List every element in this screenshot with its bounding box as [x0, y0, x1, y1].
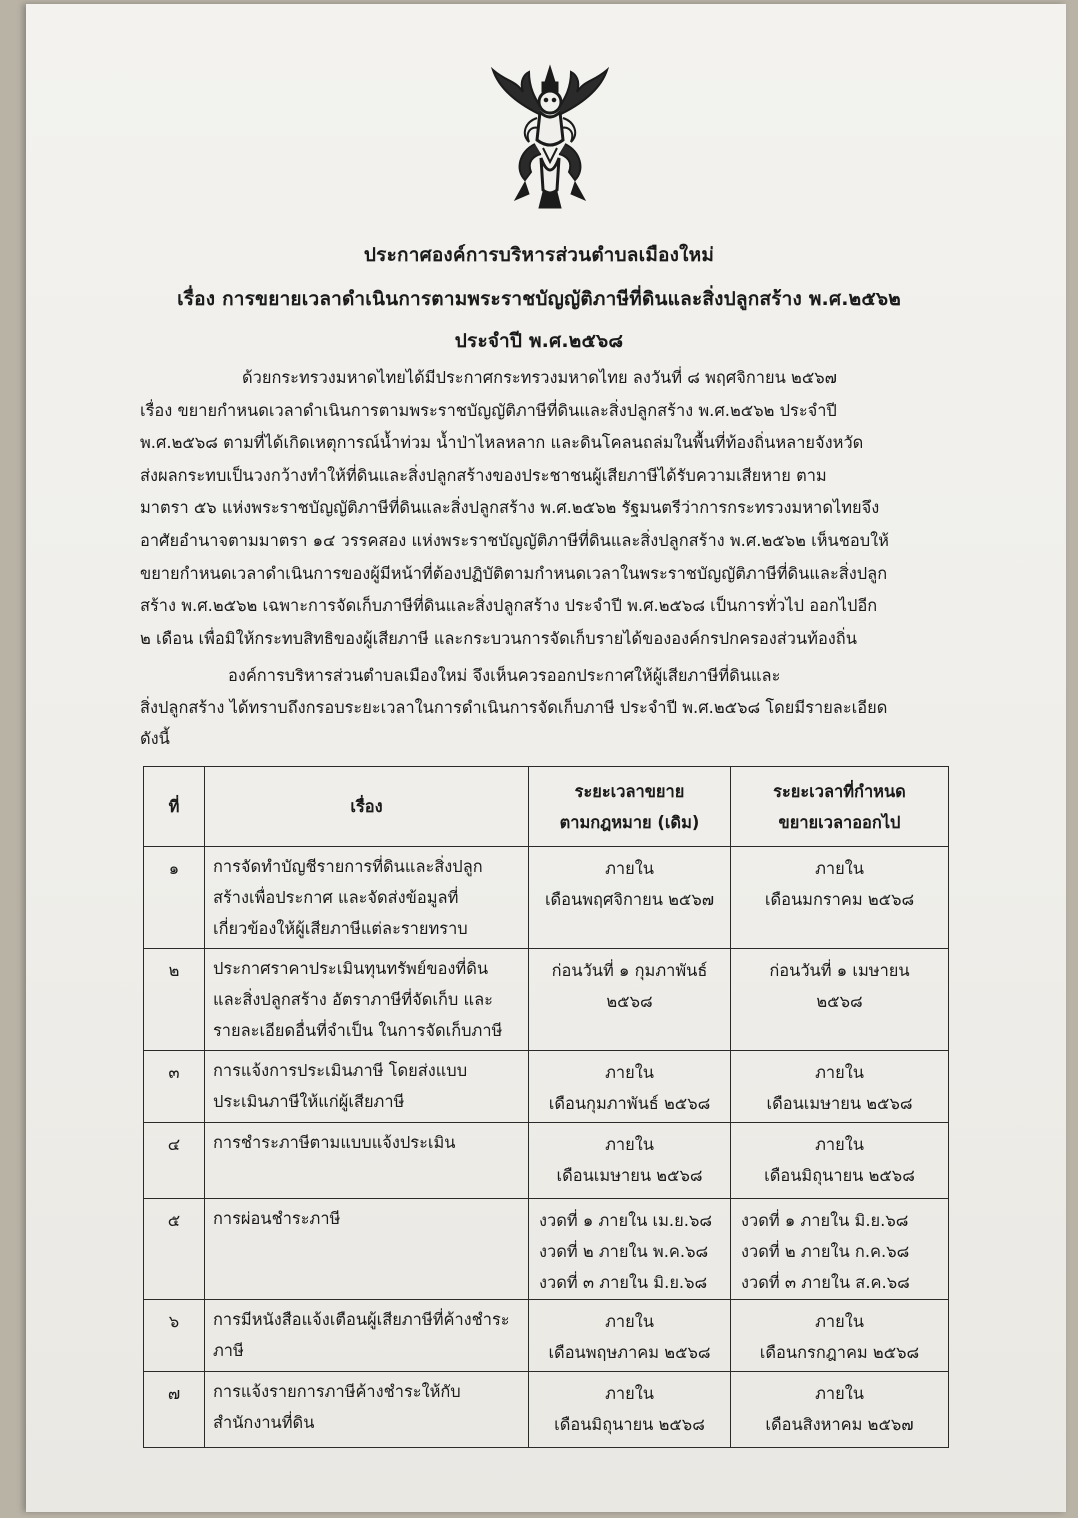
row-extended-period: [731, 1199, 949, 1300]
period-line: งวดที่ ๓ ภายใน ส.ค.๖๘: [741, 1273, 910, 1292]
row-number: ๔: [144, 1123, 205, 1199]
schedule-table: [143, 766, 949, 1448]
row-topic: [205, 1300, 529, 1372]
table-row: [144, 1199, 949, 1300]
topic-line: ภาษี: [213, 1341, 244, 1360]
period-line: ภายใน: [605, 1135, 654, 1154]
header-no: ที่: [144, 767, 205, 847]
period-line: ภายใน: [605, 1384, 654, 1403]
table-row: [144, 847, 949, 949]
row-original-period: [529, 1051, 731, 1123]
row-original-period: [529, 1300, 731, 1372]
topic-line: สร้างเพื่อประกาศ และจัดส่งข้อมูลที่: [213, 888, 459, 907]
period-line: ภายใน: [815, 1063, 864, 1082]
row-original-period: [529, 847, 731, 949]
topic-line: การผ่อนชำระภาษี: [213, 1209, 341, 1228]
header-line: ขยายเวลาออกไป: [778, 812, 901, 832]
announcement-subject: เรื่อง การขยายเวลาดำเนินการตามพระราชบัญญัติภาษีที่ดินและสิ่งปลูกสร้าง พ.ศ.๒๕๖๒: [177, 288, 901, 310]
topic-line: การแจ้งรายการภาษีค้างชำระให้กับ: [213, 1382, 461, 1401]
paragraph-line: ส่งผลกระทบเป็นวงกว้างทำให้ที่ดินและสิ่งปลูกสร้างของประชาชนผู้เสียภาษีได้รับความเสียหาย ตาม: [140, 465, 827, 485]
header-line: ตามกฎหมาย (เดิม): [559, 812, 700, 832]
topic-line: เกี่ยวข้องให้ผู้เสียภาษีแต่ละรายทราบ: [213, 919, 468, 938]
row-extended-period: [731, 847, 949, 949]
period-line: ก่อนวันที่ ๑ กุมภาพันธ์: [551, 961, 708, 980]
row-topic: [205, 949, 529, 1051]
period-line: เดือนกรกฎาคม ๒๕๖๘: [759, 1343, 920, 1362]
period-line: ก่อนวันที่ ๑ เมษายน: [769, 961, 910, 980]
table-row: [144, 1123, 949, 1199]
period-line: เดือนพฤศจิกายน ๒๕๖๗: [544, 890, 715, 909]
period-line: ภายใน: [815, 1384, 864, 1403]
paragraph-line: มาตรา ๕๖ แห่งพระราชบัญญัติภาษีที่ดินและสิ่งปลูกสร้าง พ.ศ.๒๕๖๒ รัฐมนตรีว่าการกระทรวงมหาดไทยจึง: [140, 498, 880, 518]
row-original-period: [529, 1372, 731, 1448]
row-number: ๗: [144, 1372, 205, 1448]
paragraph-line: องค์การบริหารส่วนตำบลเมืองใหม่ จึงเห็นควรออกประกาศให้ผู้เสียภาษีที่ดินและ: [228, 666, 781, 685]
period-line: งวดที่ ๒ ภายใน ก.ค.๖๘: [741, 1242, 910, 1261]
period-line: งวดที่ ๑ ภายใน มิ.ย.๖๘: [741, 1211, 909, 1230]
row-extended-period: [731, 1300, 949, 1372]
period-line: เดือนพฤษภาคม ๒๕๖๘: [548, 1343, 711, 1362]
period-line: งวดที่ ๓ ภายใน มิ.ย.๖๘: [539, 1273, 708, 1292]
row-topic: [205, 1372, 529, 1448]
row-number: ๓: [144, 1051, 205, 1123]
topic-line: การจัดทำบัญชีรายการที่ดินและสิ่งปลูก: [213, 857, 483, 876]
period-line: เดือนมิถุนายน ๒๕๖๘: [554, 1415, 705, 1434]
announcement-title: ประกาศองค์การบริหารส่วนตำบลเมืองใหม่: [363, 244, 715, 266]
topic-line: การแจ้งการประเมินภาษี โดยส่งแบบ: [213, 1061, 468, 1080]
row-extended-period: [731, 949, 949, 1051]
row-topic: [205, 1199, 529, 1300]
period-line: ภายใน: [605, 1063, 654, 1082]
table-row: [144, 949, 949, 1051]
topic-line: และสิ่งปลูกสร้าง อัตราภาษีที่จัดเก็บ และ: [213, 990, 493, 1009]
paragraph-line: สร้าง พ.ศ.๒๕๖๒ เฉพาะการจัดเก็บภาษีที่ดินและสิ่งปลูกสร้าง ประจำปี พ.ศ.๒๕๖๘ เป็นการทั่วไป ออกไปอีก: [140, 596, 878, 616]
header-line: ระยะเวลาขยาย: [574, 781, 685, 801]
table-row: [144, 1372, 949, 1448]
row-original-period: [529, 1199, 731, 1300]
period-line: ภายใน: [605, 1312, 654, 1331]
period-line: ภายใน: [815, 859, 864, 878]
period-line: ภายใน: [815, 1312, 864, 1331]
row-extended-period: [731, 1051, 949, 1123]
period-line: เดือนเมษายน ๒๕๖๘: [556, 1166, 703, 1185]
row-topic: [205, 1051, 529, 1123]
period-line: เดือนกุมภาพันธ์ ๒๕๖๘: [548, 1094, 711, 1113]
topic-line: ประกาศราคาประเมินทุนทรัพย์ของที่ดิน: [213, 959, 489, 978]
period-line: ๒๕๖๘: [606, 992, 653, 1011]
period-line: เดือนเมษายน ๒๕๖๘: [766, 1094, 913, 1113]
row-number: ๕: [144, 1199, 205, 1300]
row-original-period: [529, 1123, 731, 1199]
announcement-year: ประจำปี พ.ศ.๒๕๖๘: [454, 330, 624, 352]
topic-line: สำนักงานที่ดิน: [213, 1413, 315, 1432]
row-number: ๑: [144, 847, 205, 949]
period-line: งวดที่ ๒ ภายใน พ.ค.๖๘: [539, 1242, 709, 1261]
row-number: ๒: [144, 949, 205, 1051]
paragraph-line: สิ่งปลูกสร้าง ได้ทราบถึงกรอบระยะเวลาในการดำเนินการจัดเก็บภาษี ประจำปี พ.ศ.๒๕๖๘ โดยมีรายละเอียด: [140, 697, 888, 717]
row-number: ๖: [144, 1300, 205, 1372]
row-topic: [205, 847, 529, 949]
period-line: เดือนมกราคม ๒๕๖๘: [764, 890, 915, 909]
topic-line: ประเมินภาษีให้แก่ผู้เสียภาษี: [213, 1092, 405, 1111]
paragraph-line: ๒ เดือน เพื่อมิให้กระทบสิทธิของผู้เสียภาษี และกระบวนการจัดเก็บรายได้ขององค์กรปกครองส่วนท้องถิ่น: [140, 628, 857, 648]
header-topic: เรื่อง: [205, 767, 529, 847]
period-line: ภายใน: [605, 859, 654, 878]
paragraph-line: ด้วยกระทรวงมหาดไทยได้มีประกาศกระทรวงมหาดไทย ลงวันที่ ๘ พฤศจิกายน ๒๕๖๗: [242, 368, 837, 387]
table-header-row: [144, 767, 949, 847]
row-topic: [205, 1123, 529, 1199]
topic-line: รายละเอียดอื่นที่จำเป็น ในการจัดเก็บภาษี: [213, 1021, 503, 1040]
header-line: ระยะเวลาที่กำหนด: [773, 781, 906, 801]
table-row: [144, 1051, 949, 1123]
period-line: เดือนสิงหาคม ๒๕๖๗: [765, 1415, 914, 1434]
paragraph-line: ขยายกำหนดเวลาดำเนินการของผู้มีหน้าที่ต้องปฏิบัติตามกำหนดเวลาในพระราชบัญญัติภาษีที่ดินและสิ่งปลูก: [140, 563, 888, 583]
paragraph-1: [140, 362, 960, 655]
topic-line: การมีหนังสือแจ้งเตือนผู้เสียภาษีที่ค้างชำระ: [213, 1310, 510, 1329]
table-row: [144, 1300, 949, 1372]
header-original-period: [529, 767, 731, 847]
paragraph-line: พ.ศ.๒๕๖๘ ตามที่ได้เกิดเหตุการณ์น้ำท่วม น้ำป่าไหลหลาก และดินโคลนถล่มในพื้นที่ท้องถิ่นหลายจังหวัด: [140, 433, 864, 453]
row-original-period: [529, 949, 731, 1051]
row-extended-period: [731, 1372, 949, 1448]
paragraph-line: ดังนี้: [140, 729, 170, 748]
period-line: เดือนมิถุนายน ๒๕๖๘: [764, 1166, 915, 1185]
row-extended-period: [731, 1123, 949, 1199]
paragraph-line: เรื่อง ขยายกำหนดเวลาดำเนินการตามพระราชบัญญัติภาษีที่ดินและสิ่งปลูกสร้าง พ.ศ.๒๕๖๒ ประจำปี: [140, 400, 837, 420]
garuda-emblem: [485, 62, 615, 212]
period-line: ๒๕๖๘: [816, 992, 863, 1011]
paragraph-line: อาศัยอำนาจตามมาตรา ๑๔ วรรคสอง แห่งพระราชบัญญัติภาษีที่ดินและสิ่งปลูกสร้าง พ.ศ.๒๕๖๒ เห็นชอบให้: [140, 530, 889, 550]
period-line: งวดที่ ๑ ภายใน เม.ย.๖๘: [539, 1211, 712, 1230]
paragraph-2: [140, 660, 960, 755]
header-extended-period: [731, 767, 949, 847]
topic-line: การชำระภาษีตามแบบแจ้งประเมิน: [213, 1133, 456, 1152]
period-line: ภายใน: [815, 1135, 864, 1154]
